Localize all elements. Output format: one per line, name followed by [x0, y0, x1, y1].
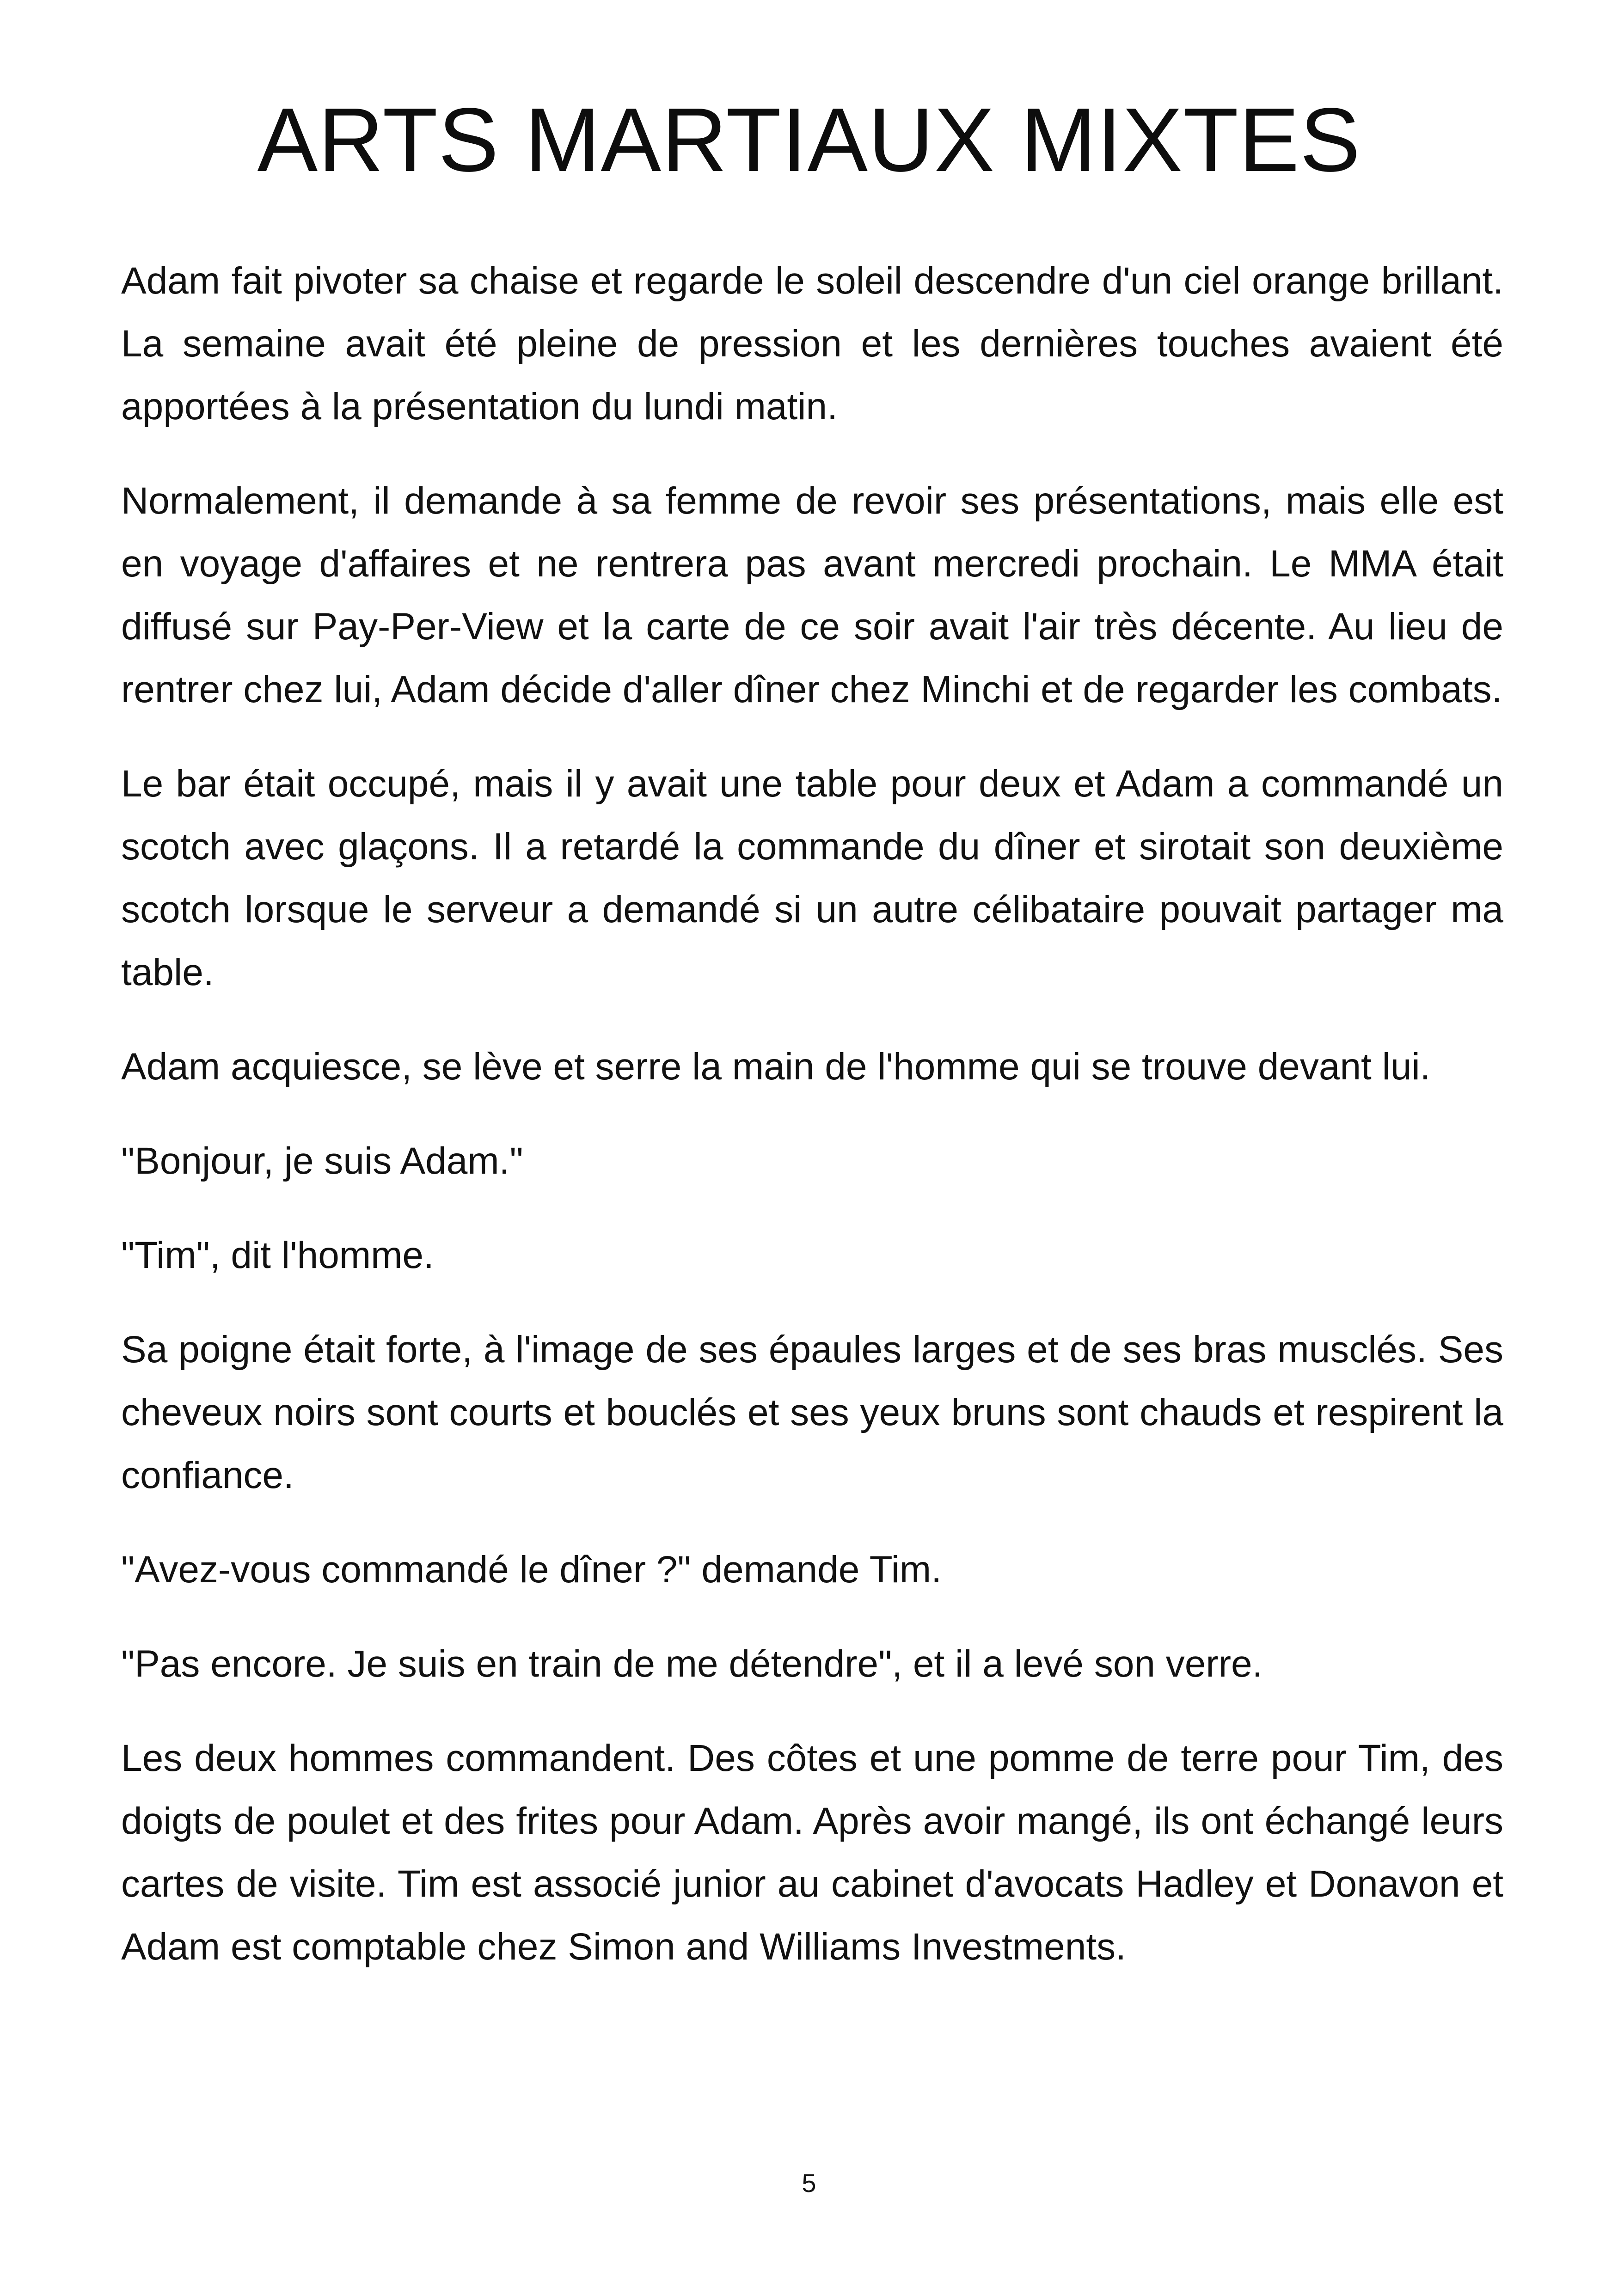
paragraph-10: Les deux hommes commandent. Des côtes et une pomme de terre pour Tim, des doigts de poulet et des frites pour Adam. Après avoir mangé, ils ont échangé leurs cartes de visite. Tim est associé junior au cabinet d'avocats Hadley et Donavon et Adam est comptable chez Simon and Williams Investments. — [121, 1737, 1503, 1968]
paragraph-6: "Tim", dit l'homme. — [121, 1234, 434, 1276]
paragraph-8: "Avez-vous commandé le dîner ?" demande Tim. — [121, 1549, 942, 1591]
paragraph-1: Adam fait pivoter sa chaise et regarde le soleil descendre d'un ciel orange brillant. La semaine avait été pleine de pression et les dernières touches avaient été apportées à la présentation du lundi matin. — [121, 260, 1503, 428]
paragraph-4: Adam acquiesce, se lève et serre la main de l'homme qui se trouve devant lui. — [121, 1046, 1431, 1088]
paragraph-7: Sa poigne était forte, à l'image de ses épaules larges et de ses bras musclés. Ses cheveux noirs sont courts et bouclés et ses yeux bruns sont chauds et respirent la confiance. — [121, 1329, 1503, 1496]
body-text — [121, 250, 1503, 2010]
paragraph-5: "Bonjour, je suis Adam." — [121, 1140, 523, 1182]
paragraph-3: Le bar était occupé, mais il y avait une table pour deux et Adam a commandé un scotch avec glaçons. Il a retardé la commande du dîner et sirotait son deuxième scotch lorsque le serveur a demandé si un autre célibataire pouvait partager ma table. — [121, 763, 1503, 993]
page-number: 5 — [802, 2168, 816, 2198]
paragraph-9: "Pas encore. Je suis en train de me détendre", et il a levé son verre. — [121, 1643, 1263, 1685]
page-title: ARTS MARTIAUX MIXTES — [257, 89, 1361, 190]
paragraph-2: Normalement, il demande à sa femme de revoir ses présentations, mais elle est en voyage d'affaires et ne rentrera pas avant mercredi prochain. Le MMA était diffusé sur Pay-Per-View et la carte de ce soir avait l'air très décente. Au lieu de rentrer chez lui, Adam décide d'aller dîner chez Minchi et de regarder les combats. — [121, 480, 1503, 710]
